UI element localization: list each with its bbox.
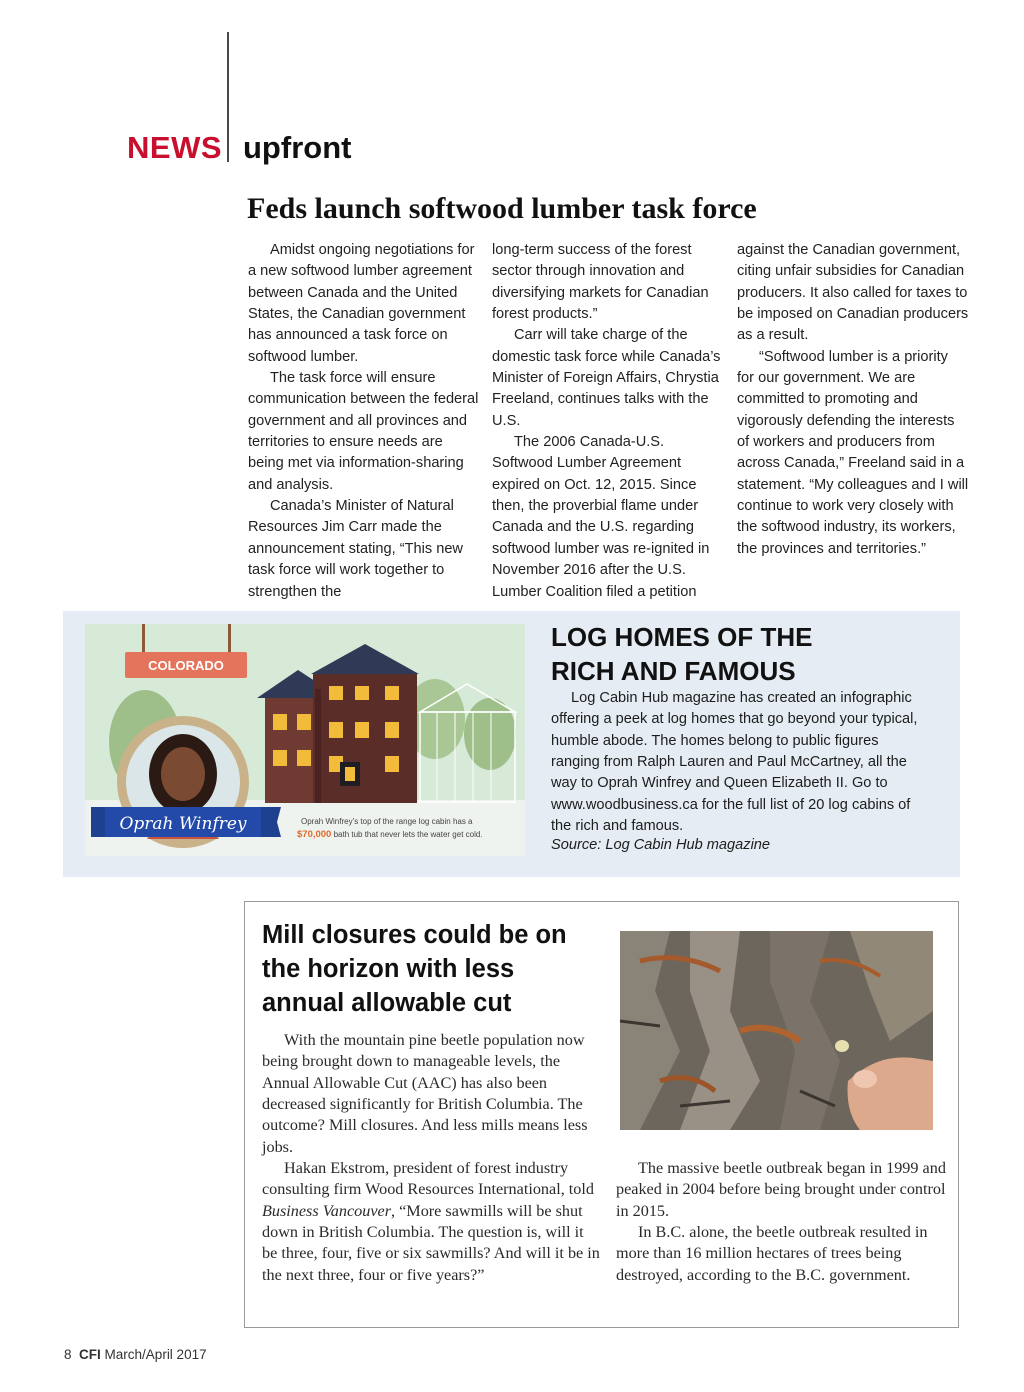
article-headline: Feds launch softwood lumber task force [247, 192, 757, 225]
infographic-caption-1: Oprah Winfrey’s top of the range log cabin has a [301, 817, 473, 826]
paragraph: The massive beetle outbreak began in 1999 and peaked in 2004 before being brought under control in 2015. [616, 1159, 946, 1220]
colorado-sign-text: COLORADO [148, 658, 224, 673]
section-divider [227, 32, 229, 162]
mill-column-2 [616, 1158, 954, 1286]
paragraph: Amidst ongoing negotiations for a new softwood lumber agreement between Canada and the United States, the Canadian government has announced a task force on softwood lumber. [248, 242, 475, 365]
issue-date: March/April 2017 [104, 1347, 207, 1362]
paragraph: against the Canadian government, citing unfair subsidies for Canadian producers. It also called for taxes to be imposed on Canadian producers as a result. [737, 242, 969, 344]
paragraph: Canada’s Minister of Natural Resources Jim Carr made the announcement stating, “This new task force will work together to strengthen the [248, 498, 463, 600]
paragraph: The task force will ensure communication between the federal government and all provinces and territories to ensure needs are being met via information-sharing and analysis. [248, 370, 479, 493]
paragraph: With the mountain pine beetle population now being brought down to manageable levels, the Annual Allowable Cut (AAC) has also been decreased significantly for British Columbia. The outcome? Mill closures. And less mills means less jobs. [262, 1031, 588, 1156]
promo-title: LOG HOMES OF THE RICH AND FAMOUS [551, 622, 813, 686]
log-homes-infographic [85, 624, 525, 856]
mill-closures-title: Mill closures could be on the horizon with less annual allowable cut [262, 921, 567, 1017]
article-column-3 [737, 240, 969, 560]
article-column-1 [248, 240, 480, 603]
paragraph: “Softwood lumber is a priority for our government. We are committed to promoting and vigorously defending the interests of workers and producers from across Canada,” Freeland said in a statement. “My colleagues and I will continue to work very closely with the softwood industry, its workers, the provinces and territories.” [737, 348, 969, 557]
infographic-caption-2: $70,000 bath tub that never lets the water get cold. [297, 829, 483, 840]
article-column-2 [492, 240, 724, 603]
paragraph: In B.C. alone, the beetle outbreak resulted in more than 16 million hectares of trees being destroyed, according to the B.C. government. [616, 1223, 928, 1284]
pine-bark-photo [620, 931, 933, 1130]
publication-name: Business Vancouver [262, 1201, 392, 1220]
promo-body: Log Cabin Hub magazine has created an infographic offering a peek at log homes that go beyond your typical, humble abode. The homes belong to public figures ranging from Ralph Lauren and Paul McCartney, all the way to Oprah Winfrey and Queen Elizabeth II. Go to www.woodbusiness.ca for the full list of 20 log cabins of the rich and famous. [551, 690, 918, 835]
section-name: upfront [243, 130, 352, 165]
section-tag: NEWS [127, 130, 222, 165]
mill-column-1 [262, 1030, 600, 1286]
page-footer [64, 1347, 207, 1362]
oprah-banner-text: Oprah Winfrey [119, 814, 247, 834]
paragraph: Hakan Ekstrom, president of forest industry consulting firm Wood Resources International, told Business Vancouver, “More sawmills will be shut down in British Columbia. The question is, will it be three, four, five or six sawmills? And will it be in the next three, four or five years?” [262, 1159, 600, 1284]
paragraph: long-term success of the forest sector through innovation and diversifying markets for Canadian forest products.” [492, 242, 709, 323]
paragraph: The 2006 Canada-U.S. Softwood Lumber Agreement expired on Oct. 12, 2015. Since then, the proverbial flame under Canada and the U.S. regarding softwood lumber was re-ignited in November 2016 after the U.S. Lumber Coalition filed a petition [492, 434, 710, 600]
promo-source: Source: Log Cabin Hub magazine [551, 837, 771, 853]
page-number: 8 [64, 1347, 72, 1362]
paragraph: Carr will take charge of the domestic task force while Canada’s Minister of Foreign Affairs, Chrystia Freeland, continues talks with the U.S. [492, 327, 721, 429]
magazine-name: CFI [79, 1347, 101, 1362]
